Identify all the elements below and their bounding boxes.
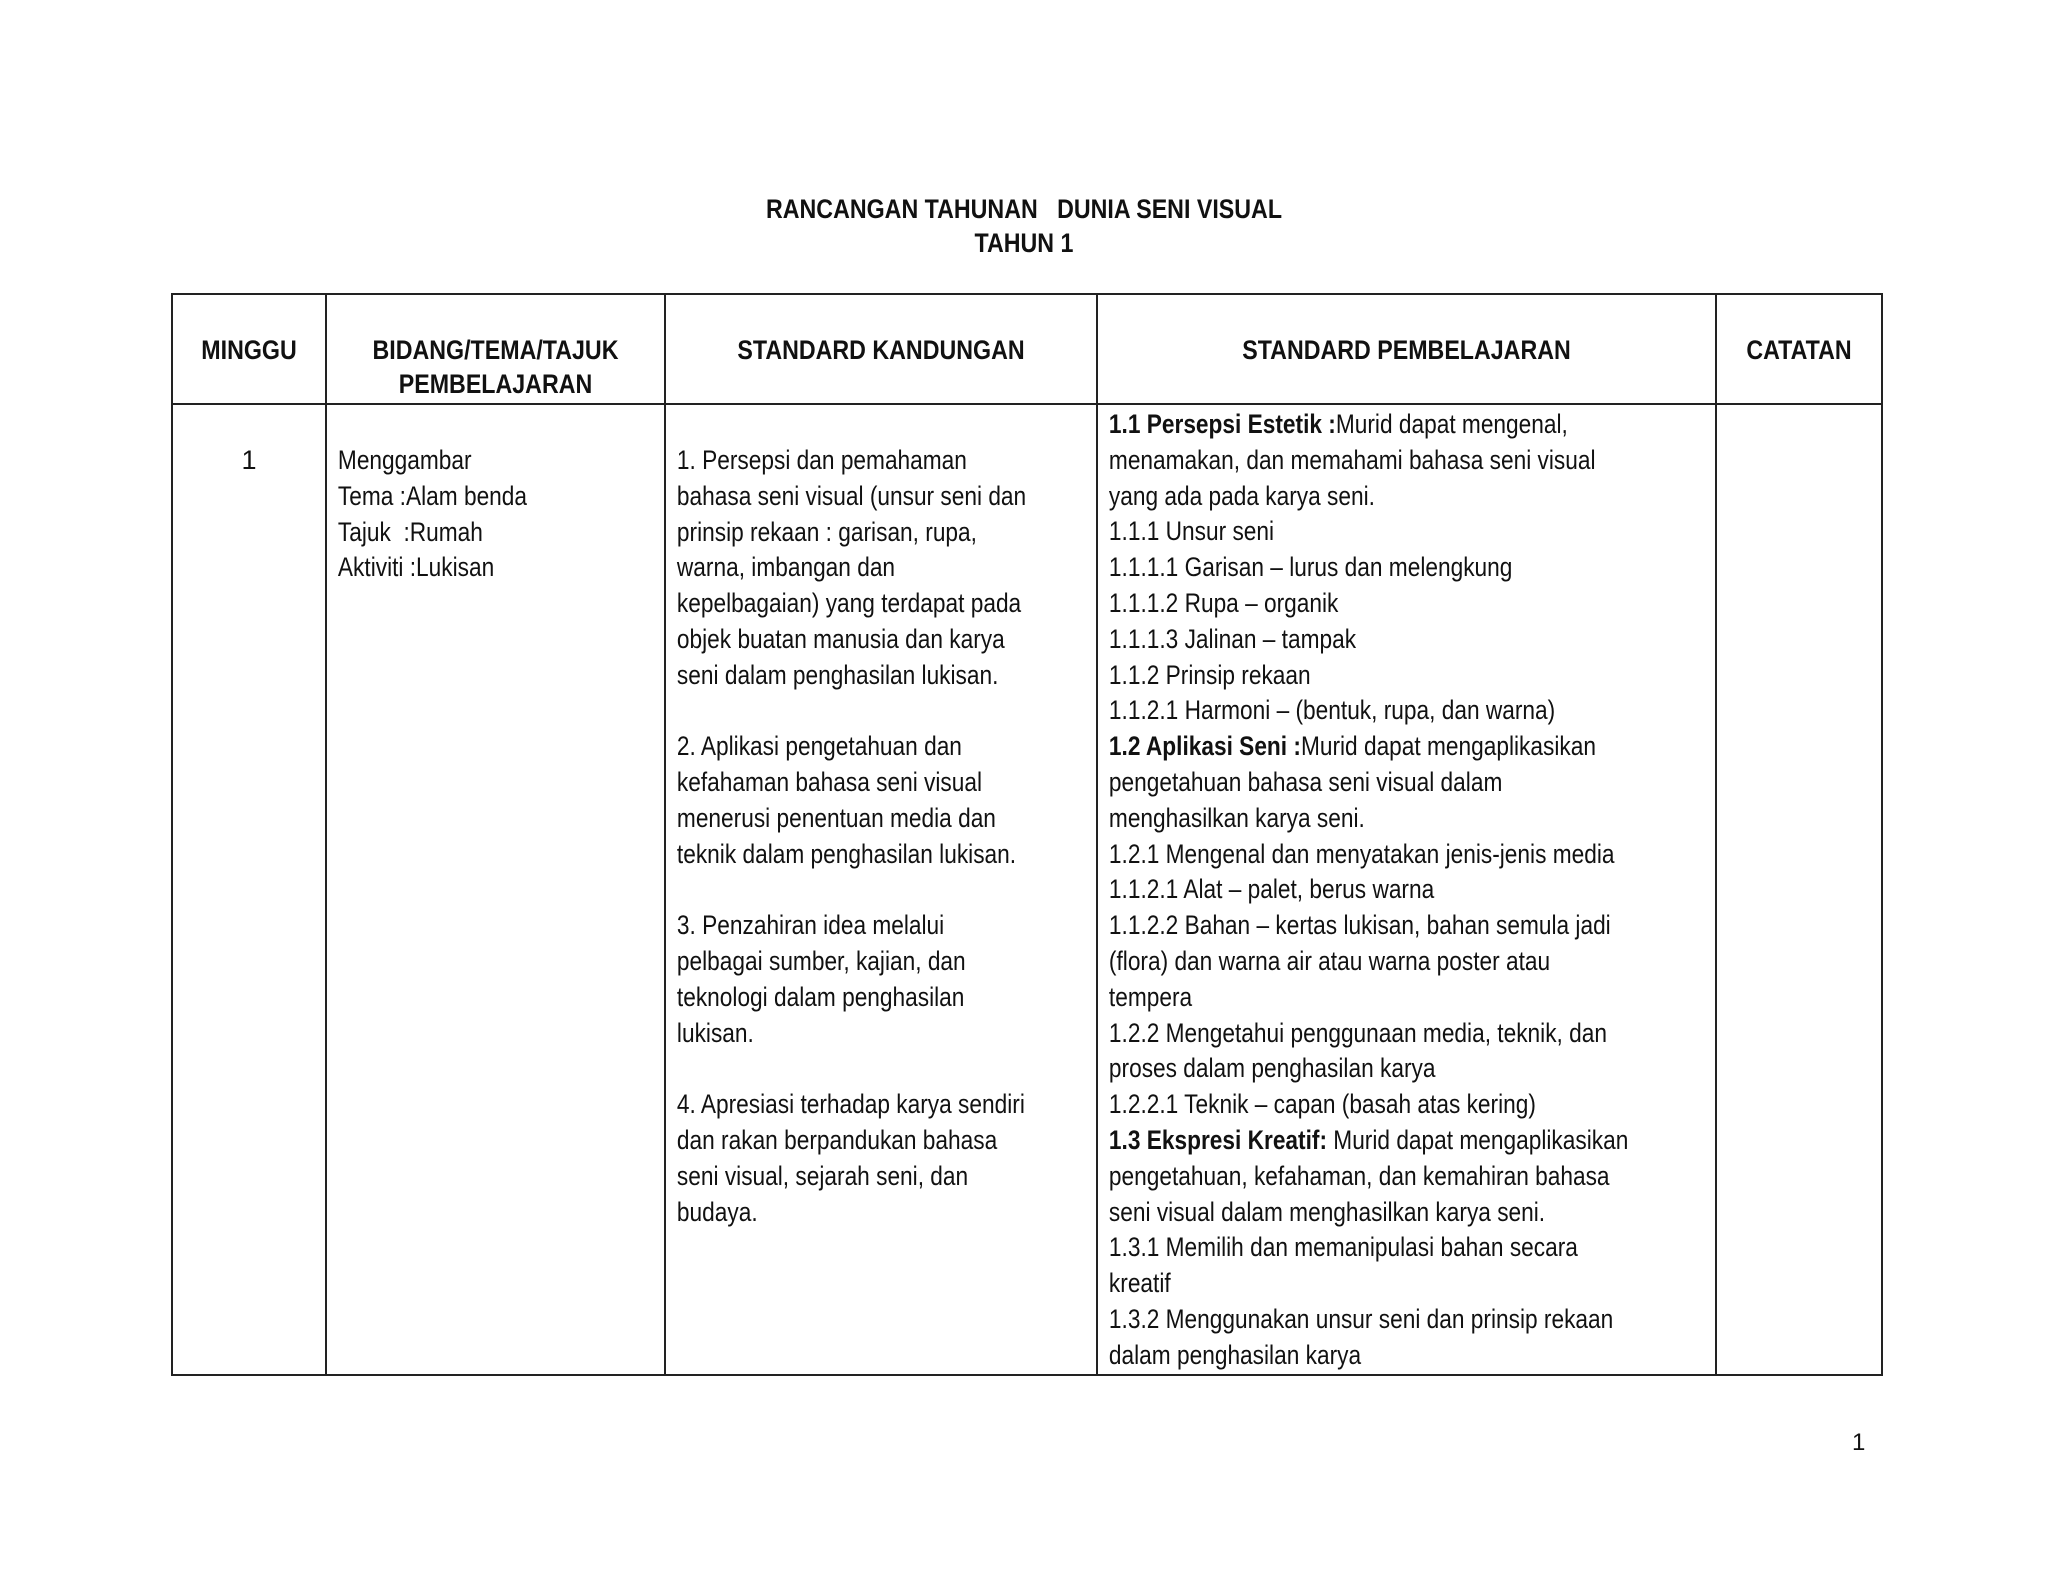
pembelajaran-line: (flora) dan warna air atau warna poster atau	[1108, 945, 1551, 976]
pembelajaran-line: 1.2.2 Mengetahui penggunaan media, teknik, dan	[1108, 1017, 1608, 1048]
pembelajaran-line: tempera	[1108, 981, 1193, 1012]
bidang-line: Aktiviti :Lukisan	[337, 552, 495, 583]
pembelajaran-line: proses dalam penghasilan karya	[1108, 1053, 1436, 1084]
kandungan-line: 3. Penzahiran idea melalui	[676, 910, 945, 941]
kandungan-line: teknik dalam penghasilan lukisan.	[676, 838, 1017, 869]
pembelajaran-line: 1.3.2 Menggunakan unsur seni dan prinsip rekaan	[1108, 1303, 1614, 1334]
page-number: 1	[1852, 1429, 1866, 1456]
pembelajaran-section-heading: 1.1 Persepsi Estetik :Murid dapat mengenal,	[1108, 409, 1568, 439]
pembelajaran-line: pengetahuan, kefahaman, dan kemahiran bahasa	[1108, 1160, 1610, 1191]
kandungan-line: pelbagai sumber, kajian, dan	[676, 946, 966, 977]
pembelajaran-line: 1.2.1 Mengenal dan menyatakan jenis-jenis media	[1108, 838, 1615, 869]
pembelajaran-line: 1.1.1 Unsur seni	[1108, 516, 1275, 547]
header-minggu: MINGGU	[172, 294, 326, 404]
kandungan-line: 4. Apresiasi terhadap karya sendiri	[676, 1089, 1025, 1120]
cell-catatan	[1716, 404, 1882, 1375]
pembelajaran-line: 1.3.1 Memilih dan memanipulasi bahan secara	[1108, 1232, 1578, 1263]
header-catatan: CATATAN	[1716, 294, 1882, 404]
pembelajaran-section-heading: 1.2 Aplikasi Seni :Murid dapat mengaplikasikan	[1108, 731, 1596, 762]
pembelajaran-line: 1.1.1.1 Garisan – lurus dan melengkung	[1108, 552, 1513, 583]
kandungan-line: seni visual, sejarah seni, dan	[676, 1160, 969, 1191]
pembelajaran-line: menamakan, dan memahami bahasa seni visual	[1108, 444, 1596, 475]
cell-standard-kandungan	[665, 404, 1097, 1375]
cell-standard-pembelajaran	[1097, 404, 1716, 1375]
kandungan-line: lukisan.	[676, 1017, 754, 1048]
pembelajaran-line: 1.1.2 Prinsip rekaan	[1108, 659, 1311, 690]
pembelajaran-text	[1098, 405, 1629, 1374]
annual-plan-table	[171, 293, 1883, 1376]
pembelajaran-line: pengetahuan bahasa seni visual dalam	[1108, 766, 1503, 797]
document-title: RANCANGAN TAHUNAN DUNIA SENI VISUAL	[766, 194, 1282, 224]
pembelajaran-line: 1.1.2.1 Harmoni – (bentuk, rupa, dan warna)	[1108, 695, 1556, 726]
header-bidang: BIDANG/TEMA/TAJUK PEMBELAJARAN	[326, 294, 665, 404]
cell-bidang	[326, 404, 665, 1375]
kandungan-line: bahasa seni visual (unsur seni dan	[676, 480, 1027, 511]
kandungan-text	[666, 405, 1027, 1231]
week-number: 1	[241, 445, 257, 475]
kandungan-line: menerusi penentuan media dan	[676, 802, 996, 833]
pembelajaran-line: seni visual dalam menghasilkan karya seni.	[1108, 1196, 1546, 1227]
kandungan-line: kefahaman bahasa seni visual	[676, 767, 983, 798]
table-header-row	[172, 294, 1882, 404]
header-standard-pembelajaran: STANDARD PEMBELAJARAN	[1097, 294, 1716, 404]
document-subtitle: TAHUN 1	[974, 228, 1074, 258]
kandungan-line: objek buatan manusia dan karya	[676, 623, 1005, 654]
cell-minggu	[172, 404, 326, 1375]
pembelajaran-line: 1.2.2.1 Teknik – capan (basah atas kering)	[1108, 1089, 1536, 1120]
kandungan-line: teknologi dalam penghasilan	[676, 981, 965, 1012]
pembelajaran-section-heading: 1.3 Ekspresi Kreatif: Murid dapat mengaplikasikan	[1108, 1124, 1629, 1155]
pembelajaran-line: 1.1.2.1 Alat – palet, berus warna	[1108, 874, 1435, 905]
kandungan-line: 1. Persepsi dan pemahaman	[676, 445, 967, 475]
pembelajaran-line: dalam penghasilan karya	[1108, 1339, 1362, 1370]
kandungan-line: 2. Aplikasi pengetahuan dan	[676, 731, 962, 762]
pembelajaran-line: yang ada pada karya seni.	[1108, 480, 1375, 511]
pembelajaran-line: 1.1.1.2 Rupa – organik	[1108, 587, 1339, 618]
bidang-text	[327, 405, 610, 586]
kandungan-line: seni dalam penghasilan lukisan.	[676, 659, 999, 690]
kandungan-line: prinsip rekaan : garisan, rupa,	[676, 516, 977, 547]
bidang-line: Tajuk :Rumah	[337, 516, 483, 547]
bidang-line: Tema :Alam benda	[337, 480, 528, 511]
bidang-line: Menggambar	[337, 445, 472, 475]
pembelajaran-line: 1.1.2.2 Bahan – kertas lukisan, bahan semula jadi	[1108, 910, 1611, 941]
header-standard-kandungan: STANDARD KANDUNGAN	[665, 294, 1097, 404]
kandungan-line: kepelbagaian) yang terdapat pada	[676, 588, 1022, 619]
kandungan-line: budaya.	[676, 1196, 758, 1227]
kandungan-line: dan rakan berpandukan bahasa	[676, 1125, 998, 1156]
kandungan-line: warna, imbangan dan	[676, 552, 896, 583]
table-row	[172, 404, 1882, 1375]
pembelajaran-line: menghasilkan karya seni.	[1108, 802, 1365, 833]
pembelajaran-line: kreatif	[1108, 1268, 1171, 1299]
pembelajaran-line: 1.1.1.3 Jalinan – tampak	[1108, 623, 1357, 654]
